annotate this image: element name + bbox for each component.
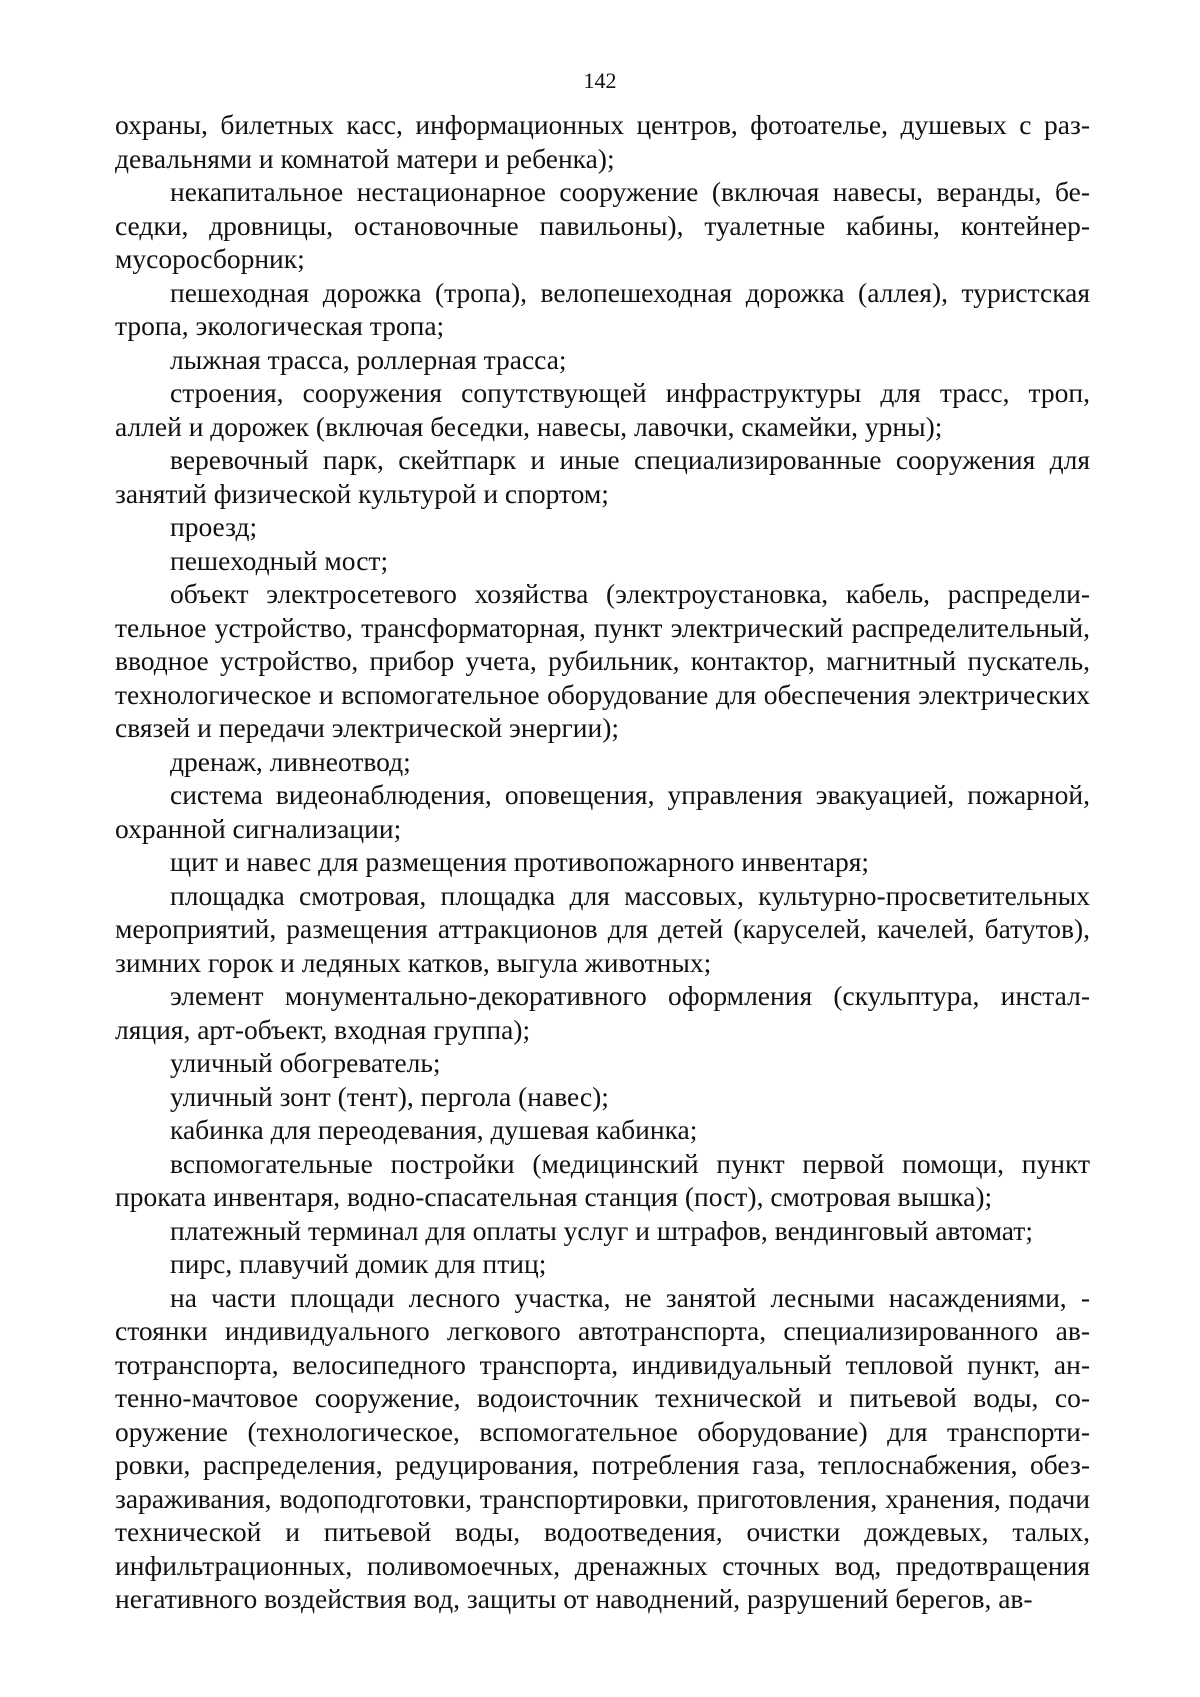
paragraph: пешеходная дорожка (тропа), велопешеходная дорожка (аллея), туристская тропа, экологическая тропа; [115, 276, 1090, 341]
paragraph: веревочный парк, скейтпарк и иные специализированные сооружения для занятий физической культурой и спортом; [115, 444, 1090, 509]
paragraph: кабинка для переодевания, душевая кабинка; [170, 1114, 698, 1145]
paragraph: некапитальное нестационарное сооружение (включая навесы, веранды, беседки, дровницы, остановочные павильоны), туалетные кабины, контейнер-мусоросборник; [115, 176, 1090, 274]
paragraph: вспомогательные постройки (медицинский пункт первой помощи, пункт проката инвентаря, водно-спасательная станция (пост), смотровая вышка); [115, 1147, 1090, 1212]
paragraph: площадка смотровая, площадка для массовых, культурно-просветительных мероприятий, размещения аттракционов для детей (каруселей, качелей, батутов), зимних горок и ледяных катков, выгула животных; [115, 879, 1090, 978]
paragraph: система видеонаблюдения, оповещения, управления эвакуацией, пожарной, охранной сигнализации; [115, 779, 1090, 844]
paragraph: на части площади лесного участка, не занятой лесными насаждениями, - стоянки индивидуального легкового автотранспорта, специализированного автотранспорта, велосипедного транспорта, индивидуальный тепловой пункт, антенно-мачтовое сооружение, водоисточник технической и питьевой воды, сооружение (технологическое, вспомогательное оборудование) для транспортировки, распределения, редуцирования, потребления газа, теплоснабжения, обеззараживания, водоподготовки, транспортировки, приготовления, хранения, подачи технической и питьевой воды, водоотведения, очистки дождевых, талых, инфильтрационных, поливомоечных, дренажных сточных вод, предотвращения негативного воздействия вод, защиты от наводнений, разрушений берегов, ав- [115, 1281, 1090, 1614]
paragraph: платежный терминал для оплаты услуг и штрафов, вендинговый автомат; [170, 1214, 1033, 1246]
paragraph: пешеходный мост; [170, 544, 389, 576]
body-text [115, 108, 1090, 1616]
paragraph: щит и навес для размещения противопожарного инвентаря; [170, 846, 870, 877]
paragraph: строения, сооружения сопутствующей инфраструктуры для трасс, троп, аллей и дорожек (включая беседки, навесы, лавочки, скамейки, урны); [115, 377, 1090, 442]
page-number: 142 [583, 68, 617, 93]
paragraph: элемент монументально-декоративного оформления (скульптура, инсталляция, арт-объект, входная группа); [115, 980, 1090, 1045]
paragraph: уличный зонт (тент), пергола (навес); [170, 1080, 609, 1112]
paragraph: пирс, плавучий домик для птиц; [170, 1248, 547, 1279]
paragraph: уличный обогреватель; [170, 1047, 441, 1078]
paragraph: охраны, билетных касс, информационных центров, фотоателье, душевых с раздевальнями и комнатой матери и ребенка); [115, 109, 1090, 174]
paragraph: проезд; [170, 511, 258, 542]
paragraph: лыжная трасса, роллерная трасса; [170, 343, 567, 375]
paragraph: объект электросетевого хозяйства (электроустановка, кабель, распределительное устройство, трансформаторная, пункт электрический распределительный, вводное устройство, прибор учета, рубильник, контактор, магнитный пускатель, технологическое и вспомогательное оборудование для обеспечения электрических связей и передачи электрической энергии); [115, 578, 1090, 743]
paragraph: дренаж, ливнеотвод; [170, 745, 411, 777]
